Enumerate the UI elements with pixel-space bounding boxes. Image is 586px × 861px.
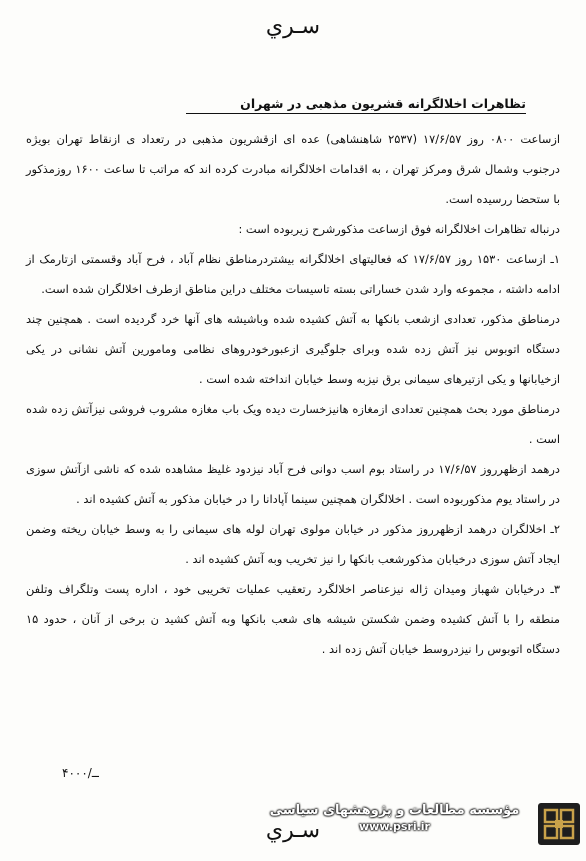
page-code: ۴ــ/۰۰۰ xyxy=(62,766,99,780)
classification-stamp-bottom: سـري xyxy=(265,818,321,843)
paragraph-item-2: ۲ـ اخلالگران درهمد ازظهرروز مذکور در خیابان مولوی تهران لوله های سیمانی را به وسط خیابان ریخته وضمن ایجاد آتش سوزی درخیابان مذکورشعب بانکها را نیز تخریب وبه آتش کشیده اند . xyxy=(26,522,560,566)
watermark-url: www.psri.ir xyxy=(359,820,430,833)
paragraph-intro: ازساعت ۰۸۰۰ روز ۱۷/۶/۵۷ (۲۵۳۷ شاهنشاهی) عده ای ازقشریون مذهبی در رتعداد ی ازنقاط تهران بویژه درجنوب وشمال شرق ومرکز تهران ، به اقدامات اخلالگرانه مبادرت کرده اند که مراتب تا ساعت ۱۶۰۰ روزمذکور با ستحضا ررسیده است. xyxy=(26,132,560,206)
paragraph-banks: درمناطق مذکور، تعدادی ازشعب بانکها به آتش کشیده شده وباشیشه های آنها خرد گردیده است . همچنین چند دستگاه اتوبوس نیز آتش زده شده وبرای جلوگیری ازعبورخودروهای نظامی ومامورین آتش نشانی در یکی ازخیابانها و یکی ازتیرهای سیمانی برق نیزبه وسط خیابان انداخته شده است . xyxy=(26,312,560,386)
paragraph-item-3: ۳ـ درخیابان شهباز ومیدان ژاله نیزعناصر اخلالگرد رتعقیب عملیات تخریبی خود ، اداره پست وتلگراف وتلفن منطقه را با آتش کشیده وضمن شکستن شیشه های شعب بانکها وبه آتش کشید ن برخی از آنان ، حدود ۱۵ دستگاه اتوبوس را نیزدروسط خیابان آتش زده اند . xyxy=(26,582,560,656)
document-body xyxy=(26,124,560,664)
watermark-org: مؤسسه مطالعات و پژوهشهای سیاسی xyxy=(269,803,520,818)
paragraph-shops: درمناطق مورد بحث همچنین تعدادی ازمغازه هانیزخسارت دیده ویک باب مغازه مشروب فروشی نیزآتش زده شده است . xyxy=(26,402,560,446)
institute-logo-icon xyxy=(538,803,580,845)
classification-stamp-top: سـري xyxy=(265,14,321,39)
document-heading: تظاهرات اخلالگرانه قشریون مذهبی در شهران xyxy=(186,96,526,114)
paragraph-followup: درنباله تظاهرات اخلالگرانه فوق ازساعت مذکورشرح زیربوده است : xyxy=(238,222,560,236)
watermark xyxy=(262,803,527,833)
paragraph-stadium: درهمد ازظهرروز ۱۷/۶/۵۷ در راستاد بوم اسب دوانی فرح آباد نیزدود غلیظ مشاهده شده که ناشی ازآتش سوزی در راستاد یوم مذکوربوده است . اخلالگران همچنین سینما آپادانا را در خیابان مذکور به آتش کشیده اند . xyxy=(26,462,560,506)
paragraph-item-1: ۱ـ ازساعت ۱۵۳۰ روز ۱۷/۶/۵۷ که فعالیتهای اخلالگرانه بیشتردرمناطق نظام آباد ، فرح آباد وقسمتی ازتارمک از ادامه داشته ، مجموعه وارد شدن خساراتی بسته تاسیسات مختلف دراین مناطق ازطرف اخلالگران شده است. xyxy=(26,252,560,296)
